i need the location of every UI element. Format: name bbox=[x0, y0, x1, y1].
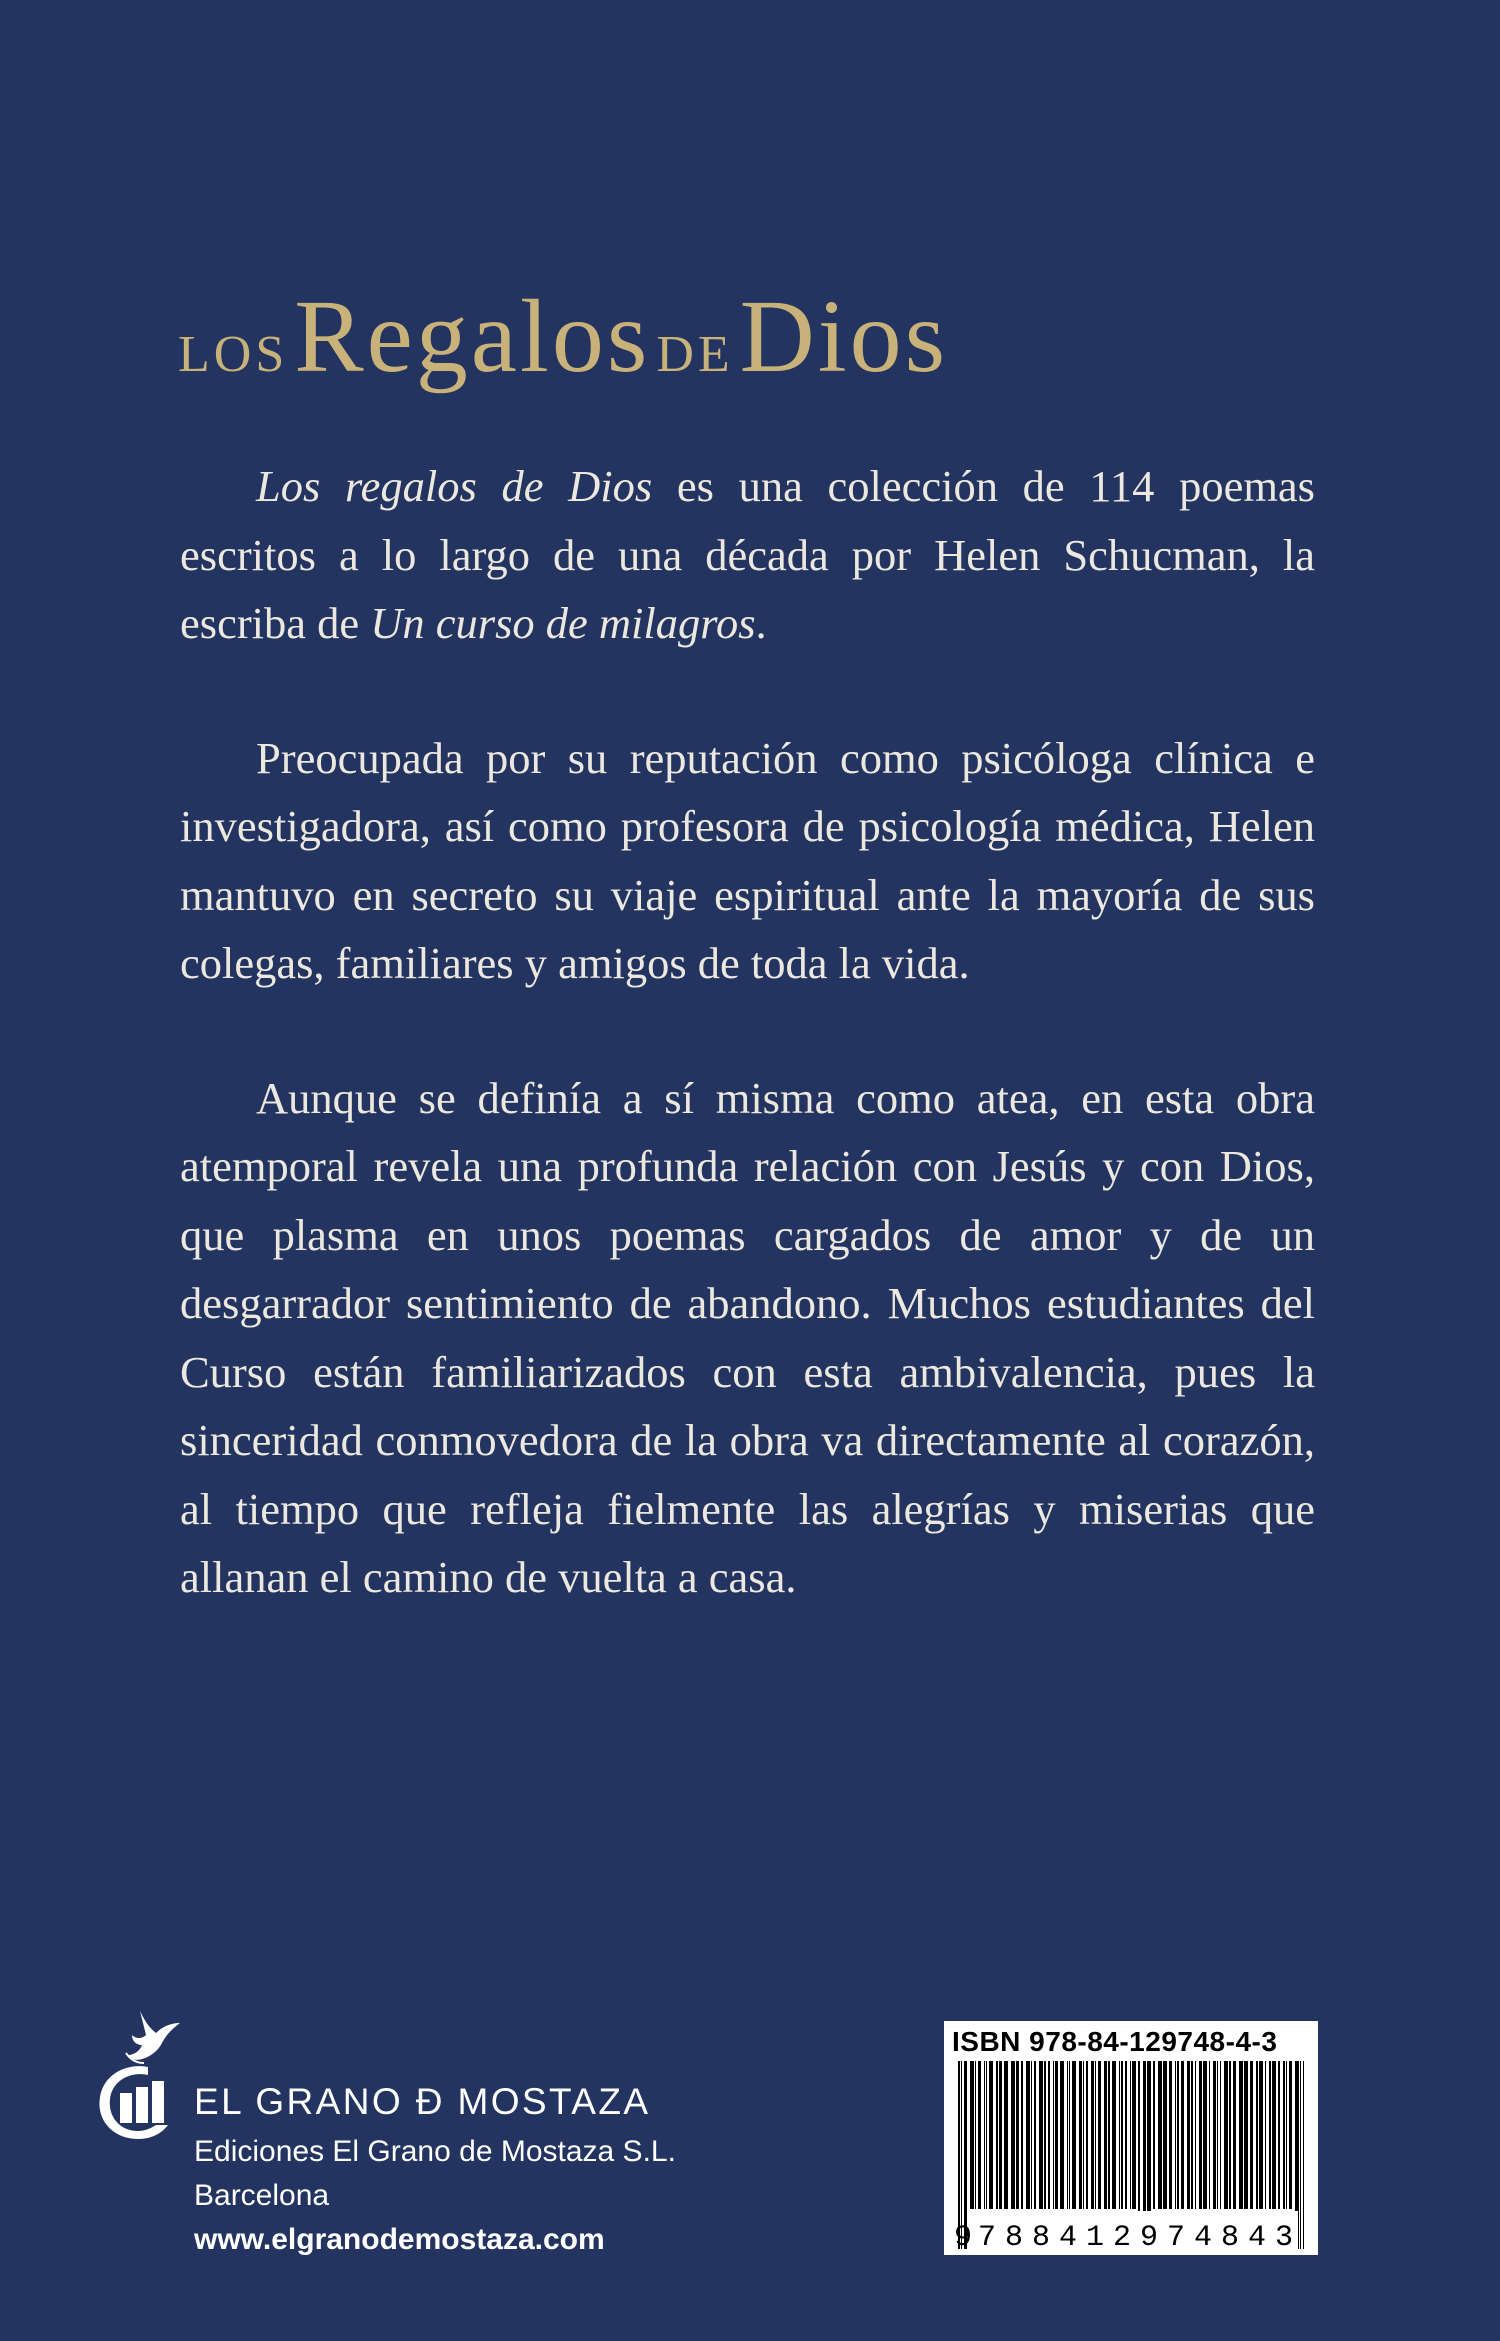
barcode-bar bbox=[1175, 2061, 1176, 2209]
barcode-digit: 8 bbox=[1005, 2221, 1024, 2249]
paragraph-1-text-a: es una colección de 114 poemas escritos a lo largo de una década por Helen Schucman, la escriba de bbox=[180, 461, 1316, 648]
barcode-digit: 9 bbox=[1140, 2221, 1159, 2249]
book-title bbox=[178, 279, 1323, 394]
title-word-de: de bbox=[656, 306, 734, 388]
barcode-bars bbox=[954, 2061, 1308, 2249]
barcode-digit: 8 bbox=[1221, 2221, 1240, 2249]
barcode-bar bbox=[1108, 2061, 1110, 2209]
barcode-bar bbox=[986, 2061, 987, 2209]
barcode-bar bbox=[1239, 2061, 1243, 2209]
barcode-bar bbox=[1256, 2061, 1258, 2209]
barcode-bar bbox=[1181, 2061, 1184, 2209]
barcode-bar bbox=[1153, 2061, 1155, 2209]
course-title-italic: Un curso de milagros bbox=[370, 598, 756, 648]
barcode-bar bbox=[1112, 2061, 1116, 2209]
barcode-bar bbox=[1269, 2061, 1271, 2209]
paragraph-1-text-b: . bbox=[755, 598, 767, 648]
barcode-bar bbox=[1130, 2061, 1131, 2209]
barcode-bar bbox=[1163, 2061, 1167, 2209]
publisher-city: Barcelona bbox=[194, 2179, 330, 2212]
publisher-company: Ediciones El Grano de Mostaza S.L. bbox=[194, 2135, 676, 2168]
barcode-bar bbox=[1119, 2061, 1120, 2209]
dove-logo-icon bbox=[86, 2005, 198, 2145]
barcode-bar bbox=[1250, 2061, 1253, 2209]
barcode-bar bbox=[989, 2061, 993, 2209]
publisher-name: EL GRANO Đ MOSTAZA bbox=[194, 2081, 651, 2122]
paragraph-2: Preocupada por su reputación como psicóloga clínica e investigadora, así como profesora de psicología médica, Helen mantuvo en secreto su viaje espiritual ante la mayoría de sus colegas, familiares y amigos de toda la vida. bbox=[180, 732, 1315, 988]
barcode-bar bbox=[1220, 2061, 1221, 2209]
barcode-bar bbox=[1026, 2061, 1030, 2209]
barcode-bar bbox=[1048, 2061, 1050, 2209]
barcode-bar bbox=[999, 2061, 1002, 2209]
barcode-bar bbox=[1217, 2061, 1218, 2209]
barcode-digit: 4 bbox=[1194, 2221, 1213, 2249]
barcode-bar bbox=[1095, 2061, 1096, 2209]
barcode-bar bbox=[1053, 2061, 1054, 2209]
barcode-bar bbox=[1209, 2061, 1210, 2209]
barcode-bar bbox=[1039, 2061, 1043, 2209]
barcode-digit: 8 bbox=[1032, 2221, 1051, 2249]
barcode-bar bbox=[1034, 2061, 1036, 2209]
barcode-digit: 2 bbox=[1113, 2221, 1132, 2249]
barcode-bar bbox=[1132, 2061, 1136, 2209]
barcode-digit: 1 bbox=[1086, 2221, 1105, 2249]
barcode-bar bbox=[1177, 2061, 1179, 2209]
barcode-bar bbox=[996, 2061, 998, 2209]
barcode-bar bbox=[1158, 2061, 1162, 2209]
barcode-digit: 9 bbox=[954, 2221, 973, 2249]
barcode-bar bbox=[1213, 2061, 1216, 2209]
isbn-label: ISBN 978-84-129748-4-3 bbox=[952, 2026, 1278, 2057]
barcode-digit: 7 bbox=[978, 2221, 997, 2249]
barcode-bar bbox=[1004, 2061, 1008, 2209]
barcode-bar bbox=[1121, 2061, 1123, 2209]
barcode-digit: 4 bbox=[1248, 2221, 1267, 2249]
barcode-bar bbox=[1199, 2061, 1202, 2209]
barcode-bar bbox=[1072, 2061, 1076, 2209]
barcode-bar bbox=[1187, 2061, 1190, 2209]
barcode-bar bbox=[1272, 2061, 1276, 2209]
barcode-bar bbox=[1021, 2061, 1023, 2209]
barcode-bar bbox=[1283, 2061, 1285, 2209]
barcode-digit: 3 bbox=[1275, 2221, 1294, 2249]
barcode-bar bbox=[1244, 2061, 1248, 2209]
barcode-bar bbox=[1091, 2061, 1094, 2209]
barcode-bar bbox=[1016, 2061, 1019, 2209]
publisher-block bbox=[86, 2005, 726, 2265]
barcode-bar bbox=[1286, 2061, 1287, 2209]
barcode-bar bbox=[1104, 2061, 1107, 2209]
barcode-bar bbox=[1259, 2061, 1263, 2209]
barcode-bar bbox=[1265, 2061, 1266, 2209]
barcode-bar bbox=[975, 2061, 976, 2209]
barcode-bar bbox=[1060, 2061, 1064, 2209]
barcode-bar bbox=[984, 2061, 985, 2209]
barcode-bar bbox=[1224, 2061, 1228, 2209]
barcode-bar bbox=[1044, 2061, 1046, 2209]
barcode-bar bbox=[1098, 2061, 1101, 2209]
barcode-bar bbox=[1067, 2061, 1068, 2209]
barcode-bar bbox=[1233, 2061, 1236, 2209]
barcode-bar bbox=[1011, 2061, 1015, 2209]
isbn-barcode bbox=[944, 2021, 1318, 2255]
title-word-los: los bbox=[178, 306, 289, 388]
barcode-bar bbox=[1169, 2061, 1172, 2209]
book-title-italic: Los regalos de Dios bbox=[256, 461, 653, 511]
barcode-bar bbox=[1229, 2061, 1231, 2209]
barcode-bar bbox=[1031, 2061, 1032, 2209]
barcode-bar bbox=[978, 2061, 981, 2209]
barcode-bar bbox=[1055, 2061, 1058, 2209]
back-cover-description bbox=[180, 452, 1315, 1612]
barcode-digit: 4 bbox=[1059, 2221, 1078, 2249]
barcode-bar bbox=[1303, 2061, 1304, 2249]
title-word-regalos: Regalos bbox=[294, 279, 651, 394]
barcode-bar bbox=[1083, 2061, 1084, 2209]
barcode-bar bbox=[1300, 2061, 1301, 2249]
barcode-bar bbox=[1278, 2061, 1280, 2209]
barcode-bar bbox=[1203, 2061, 1207, 2209]
barcode-bar bbox=[1125, 2061, 1127, 2209]
barcode-bar bbox=[1191, 2061, 1193, 2209]
barcode-bar bbox=[1069, 2061, 1070, 2209]
barcode-bar bbox=[1195, 2061, 1196, 2209]
barcode-bar bbox=[1086, 2061, 1088, 2209]
paragraph-1 bbox=[180, 452, 1315, 658]
barcode-digit: 7 bbox=[1167, 2221, 1186, 2249]
barcode-bar bbox=[1289, 2061, 1292, 2209]
barcode-bar bbox=[970, 2061, 974, 2209]
barcode-bar bbox=[1079, 2061, 1082, 2209]
publisher-website: www.elgranodemostaza.com bbox=[194, 2223, 605, 2256]
title-word-dios: Dios bbox=[739, 279, 949, 394]
paragraph-3: Aunque se definía a sí misma como atea, en esta obra atemporal revela una profunda relación con Jesús y con Dios, que plasma en unos poemas cargados de amor y de un desgarrador sentimiento de abandono. Muchos estudiantes del Curso están familiarizados con esta ambivalencia, pues la sinceridad conmovedora de la obra va directamente al corazón, al tiempo que refleja fielmente las alegrías y miserias que allanan el camino de vuelta a casa. bbox=[180, 1072, 1315, 1602]
